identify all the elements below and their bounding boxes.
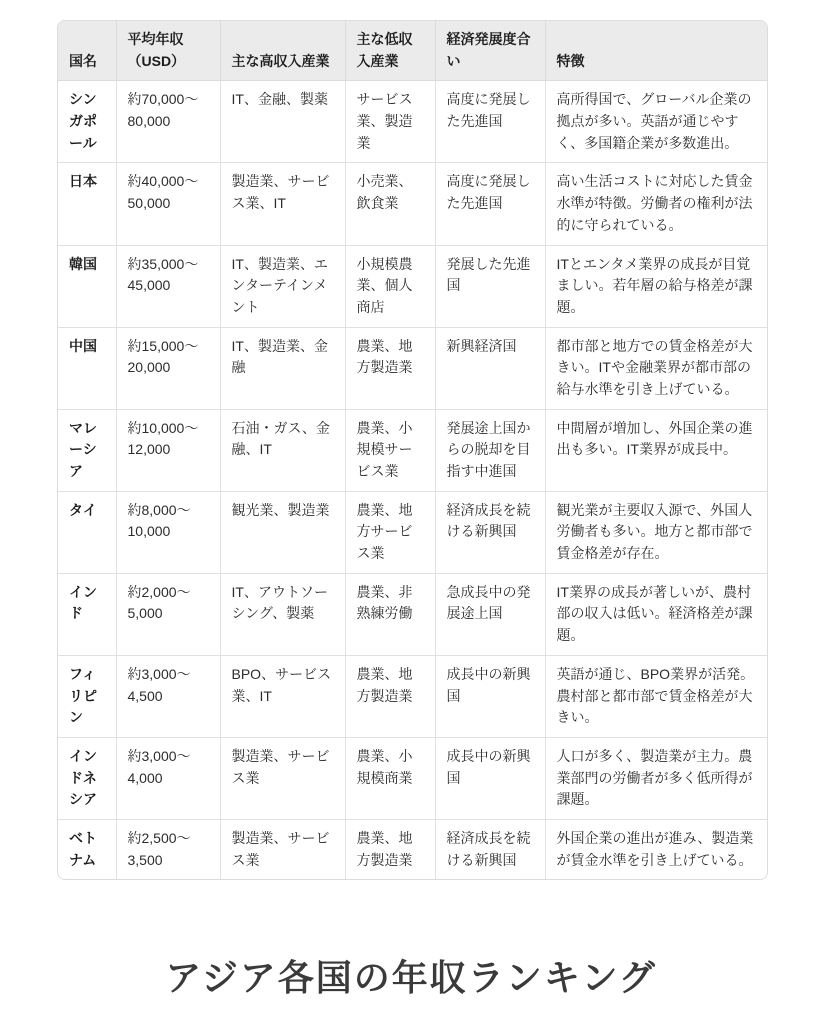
cell-avg-income: 約3,000〜4,500 [116,655,220,737]
cell-country: 韓国 [58,245,116,327]
cell-low-income-industries: 農業、地方製造業 [345,655,435,737]
table-row [58,819,767,879]
cell-low-income-industries: 農業、非熟練労働 [345,573,435,655]
cell-low-income-industries: 小規模農業、個人商店 [345,245,435,327]
cell-high-income-industries: 製造業、サービス業、IT [220,163,345,245]
table-header [58,21,767,81]
table-row [58,737,767,819]
column-header-high-income-industries: 主な高収入産業 [220,21,345,81]
cell-features: ITとエンタメ業界の成長が目覚ましい。若年層の給与格差が課題。 [545,245,767,327]
cell-high-income-industries: IT、アウトソーシング、製薬 [220,573,345,655]
cell-avg-income: 約70,000〜80,000 [116,81,220,163]
cell-features: 英語が通じ、BPO業界が活発。農村部と都市部で賃金格差が大きい。 [545,655,767,737]
cell-country: マレーシア [58,409,116,491]
cell-country: ベトナム [58,819,116,879]
cell-avg-income: 約15,000〜20,000 [116,327,220,409]
cell-high-income-industries: 石油・ガス、金融、IT [220,409,345,491]
cell-country: タイ [58,491,116,573]
cell-features: 高所得国で、グローバル企業の拠点が多い。英語が通じやすく、多国籍企業が多数進出。 [545,81,767,163]
table-row [58,163,767,245]
cell-high-income-industries: 製造業、サービス業 [220,819,345,879]
cell-high-income-industries: BPO、サービス業、IT [220,655,345,737]
cell-high-income-industries: IT、製造業、エンターテインメント [220,245,345,327]
cell-avg-income: 約8,000〜10,000 [116,491,220,573]
cell-low-income-industries: 農業、小規模商業 [345,737,435,819]
cell-country: インドネシア [58,737,116,819]
income-table [58,21,767,879]
cell-features: 中間層が増加し、外国企業の進出も多い。IT業界が成長中。 [545,409,767,491]
cell-development-level: 経済成長を続ける新興国 [435,819,545,879]
cell-low-income-industries: 農業、地方製造業 [345,819,435,879]
cell-development-level: 高度に発展した先進国 [435,163,545,245]
table-row [58,327,767,409]
cell-country: フィリピン [58,655,116,737]
cell-high-income-industries: 観光業、製造業 [220,491,345,573]
table-row [58,245,767,327]
table-row [58,573,767,655]
cell-low-income-industries: サービス業、製造業 [345,81,435,163]
cell-country: シンガポール [58,81,116,163]
cell-features: 都市部と地方での賃金格差が大きい。ITや金融業界が都市部の給与水準を引き上げている。 [545,327,767,409]
cell-development-level: 発展途上国からの脱却を目指す中進国 [435,409,545,491]
cell-development-level: 発展した先進国 [435,245,545,327]
cell-country: 日本 [58,163,116,245]
page-title: アジア各国の年収ランキング [165,957,657,998]
table-row [58,655,767,737]
column-header-features: 特徴 [545,21,767,81]
table-body [58,81,767,879]
cell-avg-income: 約10,000〜12,000 [116,409,220,491]
column-header-country: 国名 [58,21,116,81]
cell-features: 観光業が主要収入源で、外国人労働者も多い。地方と都市部で賃金格差が存在。 [545,491,767,573]
table-row [58,81,767,163]
cell-avg-income: 約3,000〜4,000 [116,737,220,819]
cell-high-income-industries: IT、製造業、金融 [220,327,345,409]
column-header-low-income-industries: 主な低収入産業 [345,21,435,81]
cell-features: IT業界の成長が著しいが、農村部の収入は低い。経済格差が課題。 [545,573,767,655]
column-header-avg-income: 平均年収（USD） [116,21,220,81]
cell-avg-income: 約35,000〜45,000 [116,245,220,327]
cell-features: 人口が多く、製造業が主力。農業部門の労働者が多く低所得が課題。 [545,737,767,819]
cell-development-level: 経済成長を続ける新興国 [435,491,545,573]
cell-features: 高い生活コストに対応した賃金水準が特徴。労働者の権利が法的に守られている。 [545,163,767,245]
table-row [58,491,767,573]
cell-avg-income: 約2,500〜3,500 [116,819,220,879]
cell-avg-income: 約40,000〜50,000 [116,163,220,245]
cell-development-level: 新興経済国 [435,327,545,409]
cell-country: 中国 [58,327,116,409]
cell-high-income-industries: IT、金融、製薬 [220,81,345,163]
table-row [58,409,767,491]
cell-low-income-industries: 農業、地方サービス業 [345,491,435,573]
cell-country: インド [58,573,116,655]
column-header-development-level: 経済発展度合い [435,21,545,81]
header-row [58,21,767,81]
cell-development-level: 成長中の新興国 [435,655,545,737]
cell-development-level: 成長中の新興国 [435,737,545,819]
cell-development-level: 高度に発展した先進国 [435,81,545,163]
cell-avg-income: 約2,000〜5,000 [116,573,220,655]
cell-low-income-industries: 農業、小規模サービス業 [345,409,435,491]
cell-development-level: 急成長中の発展途上国 [435,573,545,655]
cell-low-income-industries: 農業、地方製造業 [345,327,435,409]
cell-low-income-industries: 小売業、飲食業 [345,163,435,245]
income-table-container [57,20,768,880]
cell-features: 外国企業の進出が進み、製造業が賃金水準を引き上げている。 [545,819,767,879]
cell-high-income-industries: 製造業、サービス業 [220,737,345,819]
